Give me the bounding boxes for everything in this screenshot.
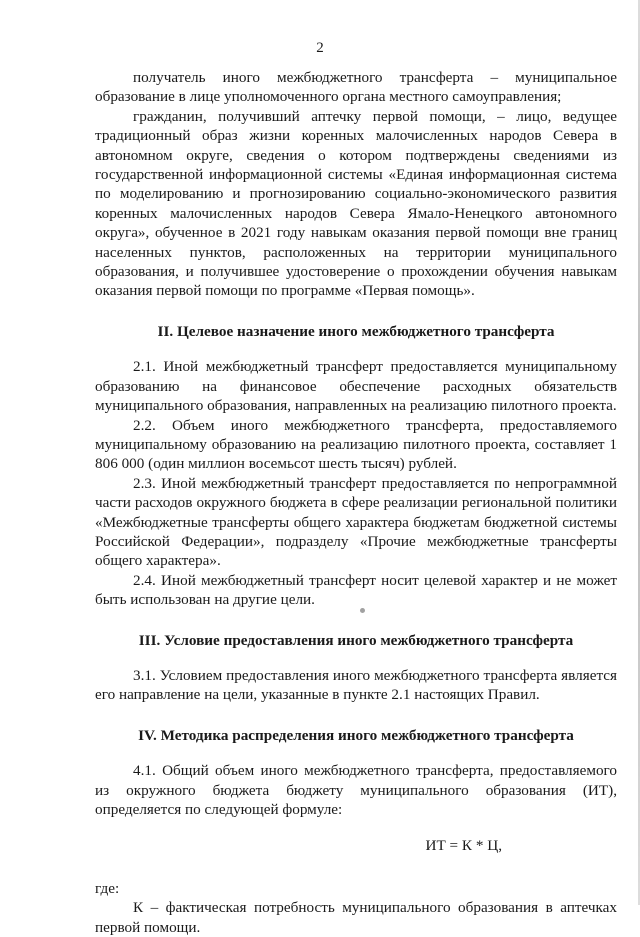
section-3-heading: III. Условие предоставления иного межбюджетного трансферта: [138, 631, 574, 649]
where-label: где:: [95, 879, 120, 897]
clause-3-1: 3.1. Условием предоставления иного межбюджетного трансферта является его направление на цели, указанные в пункте 2.1 настоящих Правил.: [95, 666, 617, 704]
clause-2-3: 2.3. Иной межбюджетный трансферт предоставляется по непрограммной части расходов окружного бюджета в сфере реализации региональной политики «Межбюджетные трансферты общего характера бюджетам бюджетной системы Российской Федерации», подразделу «Прочие межбюджетные трансферты общего характера».: [95, 474, 617, 570]
document-body: [95, 68, 617, 937]
definition-k: К – фактическая потребность муниципального образования в аптечках первой помощи.: [95, 899, 617, 936]
formula: ИТ = К * Ц,: [425, 837, 502, 855]
clause-4-1: 4.1. Общий объем иного межбюджетного трансферта, предоставляемого из окружного бюджета бюджету муниципального образования (ИТ), определяется по следующей формуле:: [95, 762, 617, 818]
paragraph-citizen-definition: гражданин, получивший аптечку первой помощи, – лицо, ведущее традиционный образ жизни коренных малочисленных народов Севера в автономном округе, сведения о котором подтверждены сведениями из государственной информационной системы «Единая информационная система по моделированию и прогнозированию социально-экономического развития коренных малочисленных народов Севера Ямало-Ненецкого автономного округа», обученное в 2021 году навыкам оказания первой помощи вне границ населенных пунктов, расположенных на территории муниципального образования, и получившее удостоверение о прохождении обучения навыкам оказания первой помощи по программе «Первая помощь».: [95, 107, 617, 300]
section-2-heading: II. Целевое назначение иного межбюджетного трансферта: [157, 322, 555, 340]
section-4-heading: IV. Методика распределения иного межбюджетного трансферта: [138, 726, 574, 744]
clause-2-4: 2.4. Иной межбюджетный трансферт носит целевой характер и не может быть использован на другие цели.: [95, 571, 617, 609]
clause-2-2: 2.2. Объем иного межбюджетного трансферта, предоставляемого муниципальному образованию на реализацию пилотного проекта, составляет 1 806 000 (один миллион восемьсот шесть тысяч) рублей.: [95, 416, 617, 473]
clause-2-1: 2.1. Иной межбюджетный трансферт предоставляется муниципальному образованию на финансовое обеспечение расходных обязательств муниципального образования, направленных на реализацию пилотного проекта.: [95, 358, 617, 415]
paragraph-recipient-definition: получатель иного межбюджетного трансферта – муниципальное образование в лице уполномоченного органа местного самоуправления;: [95, 69, 617, 106]
scan-speck: [360, 608, 365, 613]
page-number: 2: [316, 40, 324, 56]
